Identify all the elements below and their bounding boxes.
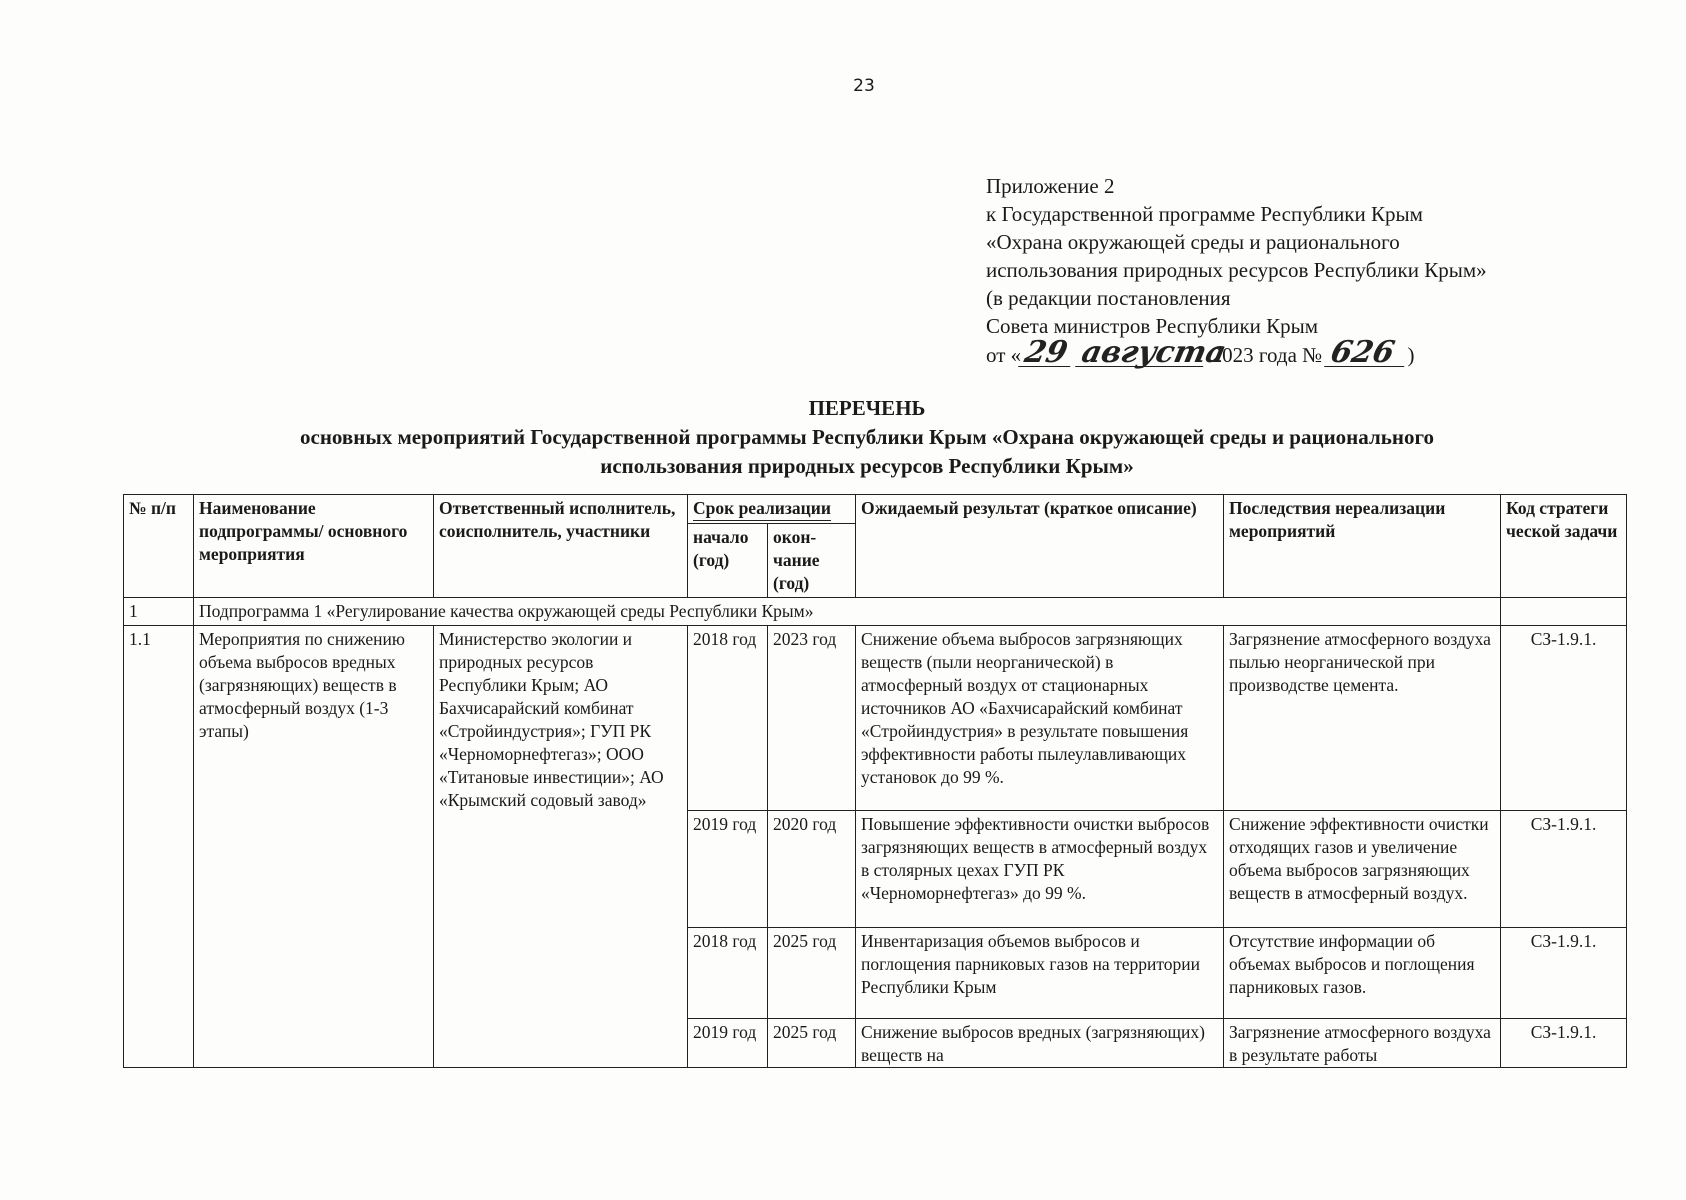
title-line: использования природных ресурсов Республики Крым» <box>600 454 1134 478</box>
resolution-date-line <box>986 335 1606 370</box>
title-line: основных мероприятий Государственной программы Республики Крым «Охрана окружающей среды и рационального <box>300 425 1434 449</box>
item-executor: Министерство экологии и природных ресурсов Республики Крым; АО Бахчисарайский комбинат «Стройиндустрия»; ГУП РК «Черноморнефтегаз»; ООО «Титановые инвестиции»; АО «Крымский содовый завод» <box>434 626 688 1068</box>
row-result: Снижение выбросов вредных (загрязняющих) веществ на <box>856 1019 1224 1068</box>
header-result: Ожидаемый результат (краткое описание) <box>856 495 1224 598</box>
handwritten-month: августа <box>1076 340 1210 367</box>
row-consequence: Загрязнение атмосферного воздуха в результате работы <box>1224 1019 1501 1068</box>
date-close: ) <box>1407 343 1415 367</box>
header-start: начало (год) <box>688 524 768 598</box>
header-executor: Ответственный исполнитель, соисполнитель, участники <box>434 495 688 598</box>
subprogram-num: 1 <box>124 598 194 626</box>
row-result: Повышение эффективности очистки выбросов загрязняющих веществ в атмосферный воздух в столярных цехах ГУП РК «Черноморнефтегаз» до 99 %. <box>856 811 1224 928</box>
row-end: 2020 год <box>768 811 856 928</box>
header-term: Срок реализации <box>688 495 856 524</box>
item-name: Мероприятия по снижению объема выбросов вредных (загрязняющих) веществ в атмосферный воздух (1-3 этапы) <box>194 626 434 1068</box>
row-consequence: Отсутствие информации об объемах выбросов и поглощения парниковых газов. <box>1224 928 1501 1019</box>
row-code: СЗ-1.9.1. <box>1501 626 1627 811</box>
row-end: 2025 год <box>768 1019 856 1068</box>
handwritten-number: 626 <box>1325 340 1411 367</box>
handwritten-day: 29 <box>1018 340 1076 367</box>
header-num: № п/п <box>124 495 194 598</box>
row-consequence: Снижение эффективности очистки отходящих газов и увеличение объема выбросов загрязняющих веществ в атмосферный воздух. <box>1224 811 1501 928</box>
date-year: 2023 года № <box>1211 343 1323 367</box>
table-row <box>124 626 1627 811</box>
title-heading: ПЕРЕЧЕНЬ <box>808 396 926 420</box>
measures-table <box>123 494 1627 1068</box>
subprogram-title: Подпрограмма 1 «Регулирование качества окружающей среды Республики Крым» <box>194 598 1501 626</box>
header-consequences: Последствия нереализации мероприятий <box>1224 495 1501 598</box>
appendix-line: использования природных ресурсов Республики Крым» <box>986 258 1487 282</box>
row-result: Снижение объема выбросов загрязняющих веществ (пыли неорганической) в атмосферный воздух от стационарных источников АО «Бахчисарайский комбинат «Стройиндустрия» в результате повышения эффективности работы пылеулавливающих установок до 99 %. <box>856 626 1224 811</box>
appendix-line: Приложение 2 <box>986 174 1115 198</box>
row-result: Инвентаризация объемов выбросов и поглощения парниковых газов на территории Республики Крым <box>856 928 1224 1019</box>
appendix-block <box>986 172 1606 369</box>
subprogram-row <box>124 598 1627 626</box>
row-start: 2019 год <box>688 1019 768 1068</box>
row-end: 2023 год <box>768 626 856 811</box>
item-num: 1.1 <box>124 626 194 1068</box>
header-name: Наименование подпрограммы/ основного мероприятия <box>194 495 434 598</box>
header-row <box>124 495 1627 524</box>
page-number: 23 <box>853 76 875 96</box>
header-code: Код стратеги ческой задачи <box>1501 495 1627 598</box>
row-code: СЗ-1.9.1. <box>1501 1019 1627 1068</box>
document-title <box>120 394 1614 481</box>
appendix-line: (в редакции постановления <box>986 286 1231 310</box>
appendix-line: к Государственной программе Республики Крым <box>986 202 1423 226</box>
header-end: окон-чание (год) <box>768 524 856 598</box>
row-end: 2025 год <box>768 928 856 1019</box>
row-code: СЗ-1.9.1. <box>1501 811 1627 928</box>
appendix-line: «Охрана окружающей среды и рационального <box>986 230 1400 254</box>
row-start: 2018 год <box>688 626 768 811</box>
date-prefix: от « <box>986 343 1022 367</box>
row-consequence: Загрязнение атмосферного воздуха пылью неорганической при производстве цемента. <box>1224 626 1501 811</box>
row-code: СЗ-1.9.1. <box>1501 928 1627 1019</box>
appendix-line: Совета министров Республики Крым <box>986 314 1319 338</box>
row-start: 2019 год <box>688 811 768 928</box>
row-start: 2018 год <box>688 928 768 1019</box>
